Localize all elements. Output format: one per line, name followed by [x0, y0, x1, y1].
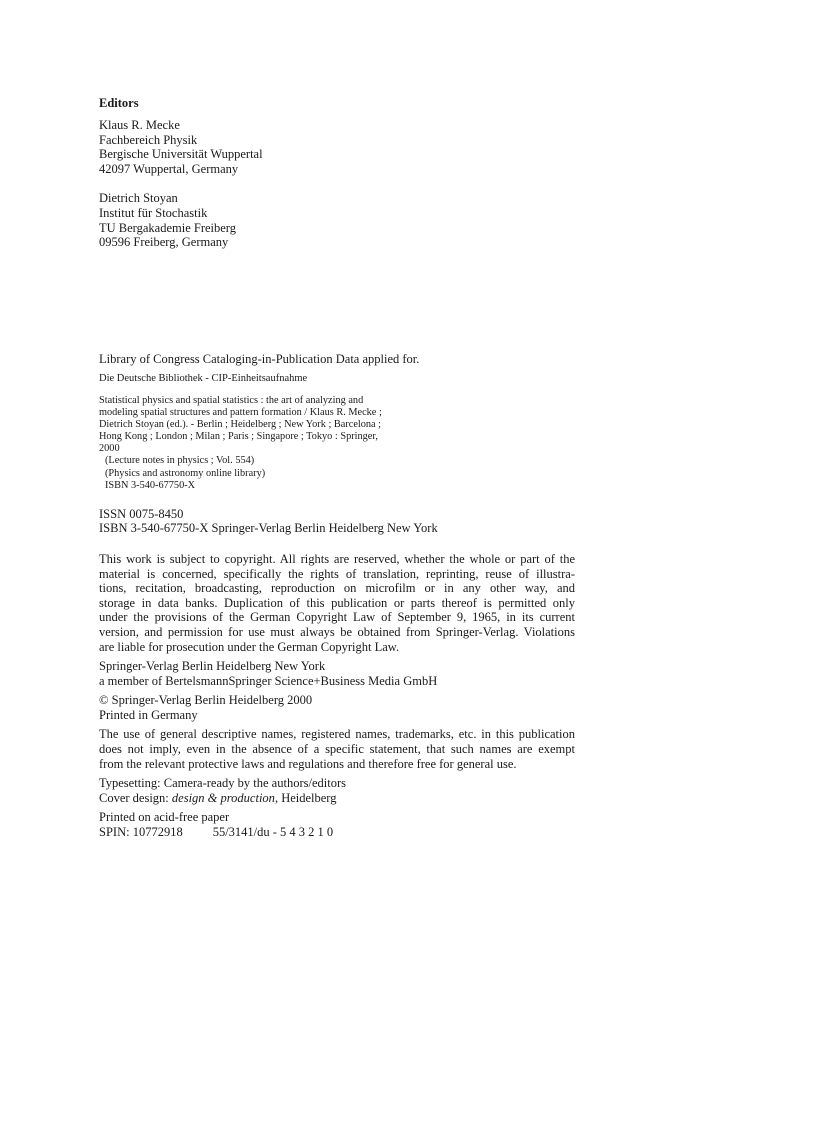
editor-city: 42097 Wuppertal, Germany — [99, 161, 239, 176]
cip-line: Statistical physics and spatial statistics : the art of analyzing and — [99, 395, 364, 406]
editor-institution: Bergische Universität Wuppertal — [99, 147, 263, 162]
notice-line: tions, recitation, broadcasting, reproduction on microfilm or in any other way, and — [99, 581, 575, 596]
copyright-line: © Springer-Verlag Berlin Heidelberg 2000 — [99, 693, 313, 708]
cip-line: Hong Kong ; London ; Milan ; Paris ; Singapore ; Tokyo : Springer, — [99, 431, 378, 443]
copyright-block — [99, 693, 575, 722]
imprint-section — [99, 351, 575, 840]
publisher-line: Springer-Verlag Berlin Heidelberg New York — [99, 659, 326, 674]
loc-cataloging-line: Library of Congress Cataloging-in-Publication Data applied for. — [99, 352, 420, 366]
print-code: 55/3141/du - 5 4 3 2 1 0 — [212, 825, 334, 840]
notice-line: does not imply, even in the absence of a specific statement, that such names are exempt — [99, 742, 575, 757]
editor-department: Institut für Stochastik — [99, 205, 208, 220]
cover-design-line — [99, 791, 575, 806]
publisher-line: a member of BertelsmannSpringer Science+Business Media GmbH — [99, 673, 438, 688]
cip-line: (Physics and astronomy online library) — [105, 467, 266, 479]
editor-department: Fachbereich Physik — [99, 132, 198, 147]
editor-address-mecke — [99, 118, 575, 176]
trademark-notice — [99, 727, 575, 771]
editor-city: 09596 Freiberg, Germany — [99, 235, 229, 250]
acid-free-line: Printed on acid-free paper — [99, 810, 230, 825]
notice-line: material is concerned, specifically the rights of translation, reprinting, reuse of illustra- — [99, 566, 575, 581]
editors-heading: Editors — [99, 96, 139, 110]
cip-line: ISBN 3-540-67750-X — [105, 479, 196, 491]
editor-institution: TU Bergakademie Freiberg — [99, 220, 236, 235]
identifiers — [99, 507, 575, 536]
publisher-block — [99, 659, 575, 688]
printed-in-line: Printed in Germany — [99, 707, 198, 722]
editor-address-stoyan — [99, 191, 575, 249]
cip-line: (Lecture notes in physics ; Vol. 554) — [105, 455, 255, 467]
notice-line: The use of general descriptive names, registered names, trademarks, etc. in this publication — [99, 727, 575, 742]
copyright-notice — [99, 552, 575, 654]
cover-designer: design & production — [171, 790, 275, 805]
cover-prefix: Cover design: — [99, 790, 172, 805]
cip-line: modeling spatial structures and pattern formation / Klaus R. Mecke ; — [99, 407, 382, 419]
typesetting-line: Typesetting: Camera-ready by the authors/editors — [99, 776, 346, 791]
issn-line: ISSN 0075-8450 — [99, 506, 184, 521]
cip-heading: Die Deutsche Bibliothek - CIP-Einheitsaufnahme — [99, 373, 308, 384]
notice-line: are liable for prosecution under the German Copyright Law. — [99, 639, 400, 654]
editors-section — [99, 95, 575, 250]
printing-block — [99, 810, 575, 839]
editor-name: Dietrich Stoyan — [99, 191, 178, 206]
notice-line: This work is subject to copyright. All rights are reserved, whether the whole or part of the — [99, 551, 575, 566]
notice-line: storage in data banks. Duplication of this publication or parts thereof is permitted only — [99, 595, 575, 610]
cip-line: Dietrich Stoyan (ed.). - Berlin ; Heidelberg ; New York ; Barcelona ; — [99, 419, 382, 431]
production-block — [99, 776, 575, 805]
spin-line — [99, 825, 575, 840]
notice-line: from the relevant protective laws and regulations and therefore free for general use. — [99, 756, 517, 771]
spin-number: SPIN: 10772918 — [99, 825, 183, 840]
editor-name: Klaus R. Mecke — [99, 118, 180, 132]
notice-line: version, and permission for use must always be obtained from Springer-Verlag. Violations — [99, 624, 575, 639]
cip-record — [99, 395, 575, 492]
isbn-line: ISBN 3-540-67750-X Springer-Verlag Berlin Heidelberg New York — [99, 521, 438, 536]
cip-line: 2000 — [99, 443, 120, 455]
cover-suffix: , Heidelberg — [274, 790, 337, 805]
notice-line: under the provisions of the German Copyright Law of September 9, 1965, in its current — [99, 610, 575, 625]
